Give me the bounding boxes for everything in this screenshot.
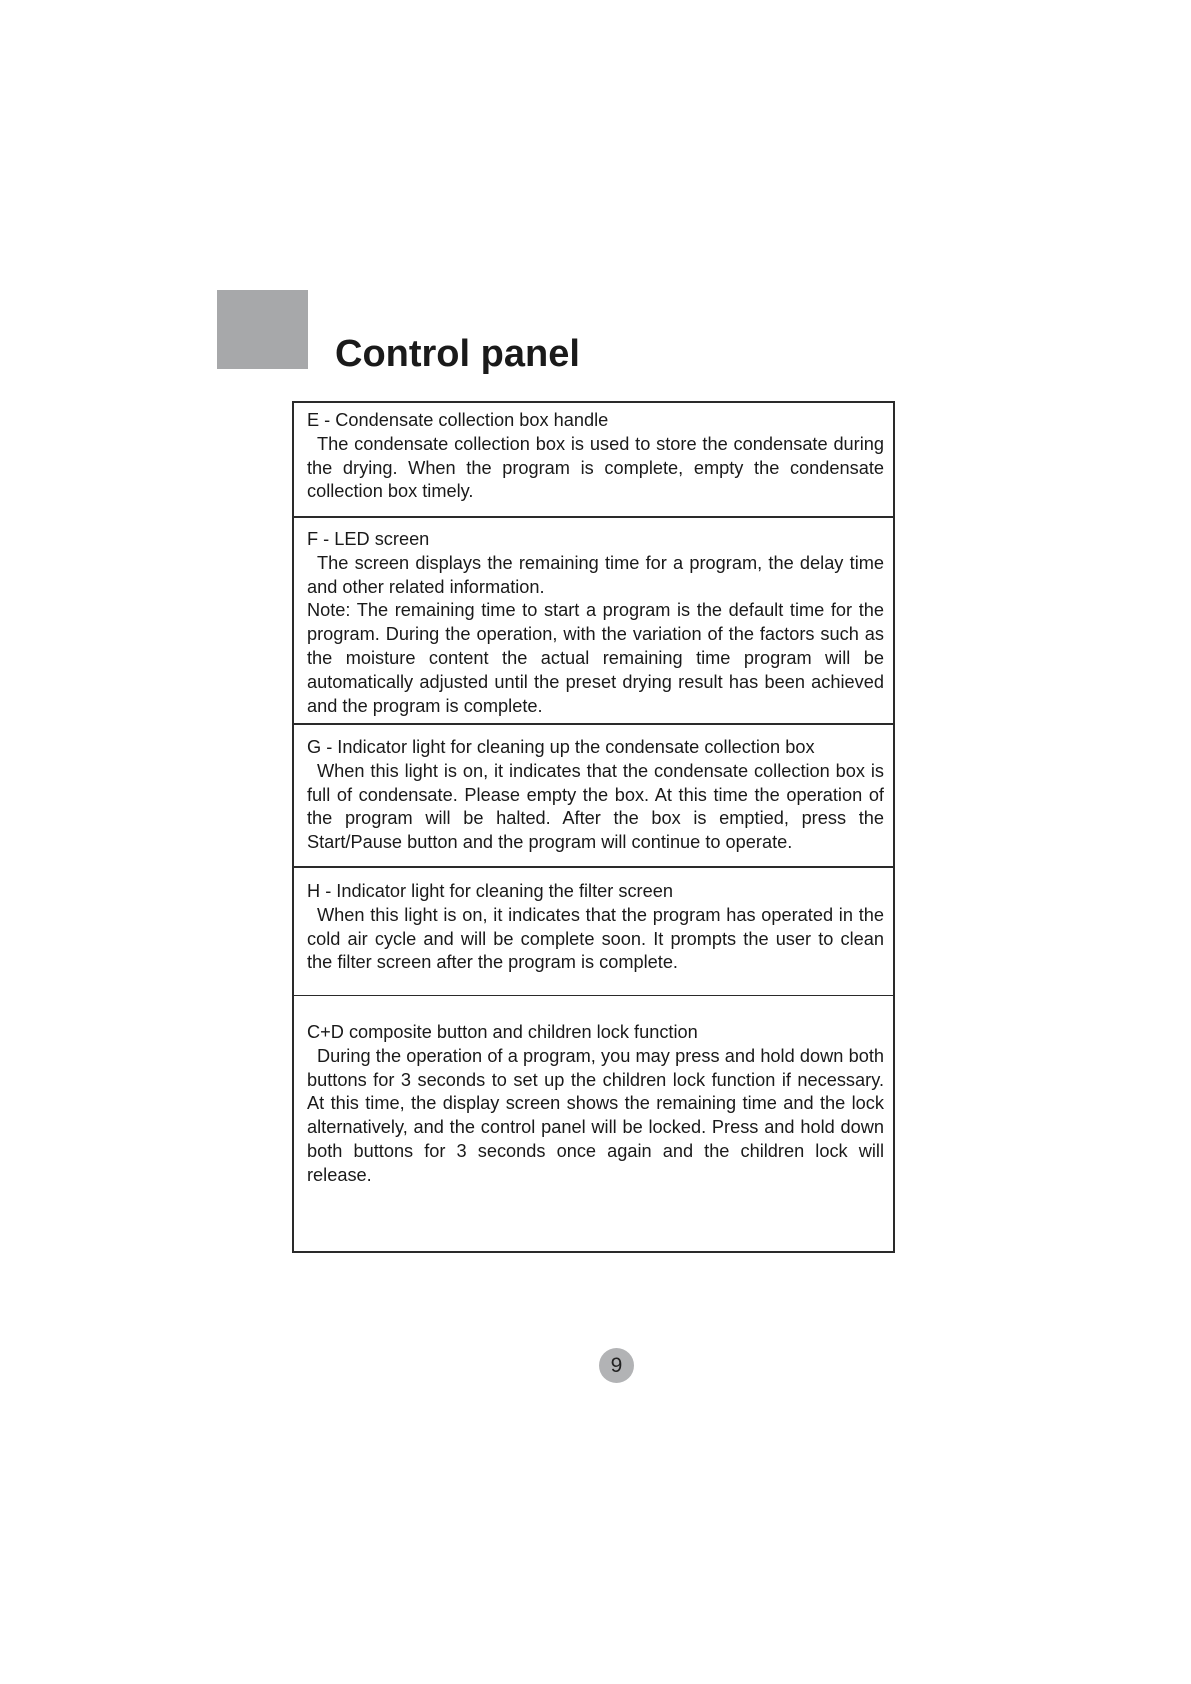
section-body: The screen displays the remaining time for a program, the delay time and other related information. [307, 552, 884, 597]
section-body: The condensate collection box is used to store the condensate during the drying. When the program is complete, empty the condensate collection box timely. [307, 433, 884, 502]
section-body: When this light is on, it indicates that the program has operated in the cold air cycle and will be complete soon. It prompts the user to clean the filter screen after the program is complete. [307, 904, 884, 973]
section-g-condensate-indicator [294, 736, 893, 855]
section-marker-block [217, 290, 308, 369]
section-f-led-screen [294, 528, 893, 718]
section-e-condensate-box-handle [294, 409, 893, 504]
control-panel-description-box [292, 401, 895, 1253]
section-heading: E - Condensate collection box handle [307, 410, 609, 430]
section-h-filter-indicator [294, 880, 893, 975]
section-heading: C+D composite button and children lock function [307, 1022, 698, 1042]
page-title: Control panel [335, 333, 580, 375]
section-heading: H - Indicator light for cleaning the filter screen [307, 881, 673, 901]
section-heading: F - LED screen [307, 529, 430, 549]
section-divider [294, 516, 893, 518]
section-divider [294, 866, 893, 868]
section-body: During the operation of a program, you may press and hold down both buttons for 3 seconds to set up the children lock function if necessary. At this time, the display screen shows the remaining time and the lock alternatively, and the control panel will be locked. Press and hold down both buttons for 3 seconds once again and the children lock will release. [307, 1045, 884, 1185]
section-divider [294, 723, 893, 725]
section-body: When this light is on, it indicates that the condensate collection box is full of condensate. Please empty the box. At this time the operation of the program will be halted. After the box is emptied, press the Start/Pause button and the program will continue to operate. [307, 760, 884, 853]
page-number-badge: 9 [599, 1348, 634, 1383]
section-note: Note: The remaining time to start a program is the default time for the program. During the operation, with the variation of the factors such as the moisture content the actual remaining time program will be automatically adjusted until the preset drying result has been achieved and the program is complete. [307, 600, 884, 716]
section-divider [294, 995, 893, 996]
section-cd-children-lock [294, 1021, 893, 1188]
section-heading: G - Indicator light for cleaning up the condensate collection box [307, 737, 815, 757]
